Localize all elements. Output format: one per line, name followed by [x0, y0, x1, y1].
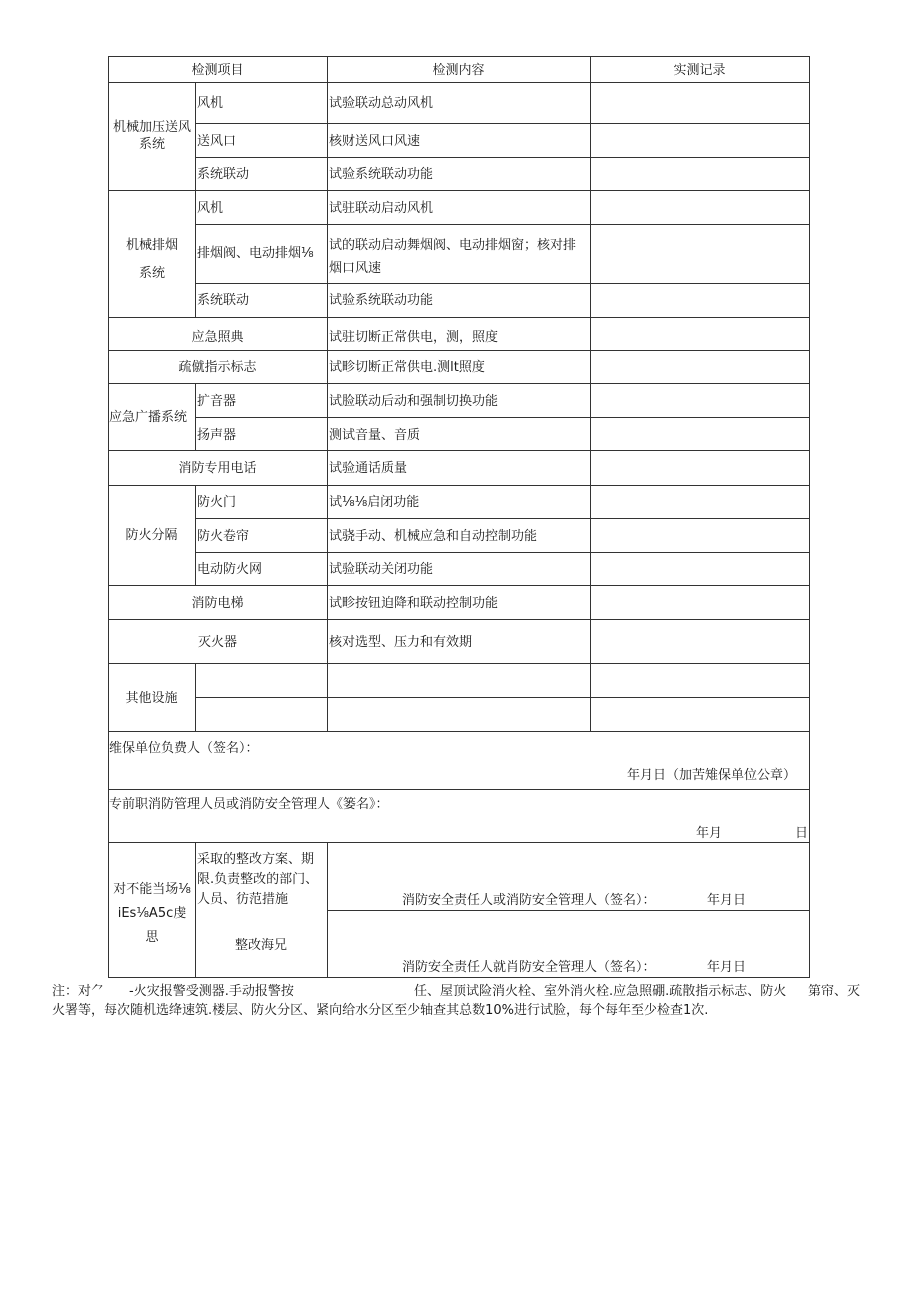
sub-item: 送风口 [197, 134, 237, 149]
content-cell: 试验系统联动功能 [329, 293, 434, 308]
sub-item: 系统联动 [197, 293, 250, 308]
rectify-measures-signature: 消防安全责任人或消防安全管理人（签名）： [402, 893, 656, 908]
content-cell: 核财送风口风速 [329, 134, 421, 149]
item-extinguisher: 灭火器 [197, 635, 237, 650]
maint-signature-label: 维保单位负费人（签名）： [109, 741, 259, 756]
item-emergency-lighting: 应急照典 [191, 330, 244, 345]
rule [108, 450, 810, 451]
group-other-facilities: 其他设施 [125, 691, 178, 706]
sub-item: 电动防火网 [197, 562, 263, 577]
note-line1-mid: -火灾报警受测器.手动报警按 [129, 984, 294, 999]
rule [195, 417, 810, 418]
rule [195, 82, 196, 317]
note-line2: 火署等，每次随机选绛速筑.楼层、防火分区、紧向给水分区至少轴查其总数10%进行试脸，每个每年至少检查1次. [52, 1003, 709, 1018]
rule [195, 283, 810, 284]
rule [108, 56, 109, 978]
rule [195, 842, 196, 978]
rule [108, 619, 810, 620]
rectify-status-signature: 消防安全责任人就肖防安全管理人（签名）： [402, 960, 656, 975]
rule [195, 697, 810, 698]
item-fire-elevator: 消防电梯 [191, 596, 244, 611]
content-cell: 试脸联动后动和强制切换功能 [329, 394, 499, 409]
rule [108, 977, 810, 978]
rule [195, 123, 810, 124]
content-cell: 试验联动总动风机 [329, 96, 434, 111]
rectify-measures-date: 年月日 [707, 893, 747, 908]
rule [108, 585, 810, 586]
group-mech-pressurization: 机械加压送风系统 [112, 120, 191, 152]
content-cell: 试验联动关闭功能 [329, 562, 434, 577]
note-line1-right: 任、屋顶试险消火栓、室外消火栓.应急照硼.疏散指示标志、防火 [414, 984, 787, 999]
sub-item: 排烟阀、电动排烟⅛ [197, 246, 314, 261]
item-evacuation-sign: 疏僦指示标志 [178, 360, 257, 375]
sub-item: 防火门 [197, 495, 237, 510]
note-line1-end: 第帘、灭 [808, 984, 861, 999]
group-rectification: 对不能当场⅛iEs⅛A5c虔思 [113, 882, 191, 945]
content-cell: 试验通话质量 [329, 461, 408, 476]
group-mech-smoke-exhaust: 机械排烟系统 [125, 238, 178, 281]
rule [108, 663, 810, 664]
rectify-status: 整改海兄 [234, 938, 287, 953]
rule [108, 190, 810, 191]
group-fire-separation: 防火分隔 [125, 528, 178, 543]
header-measured-record: 实测记录 [673, 63, 726, 78]
rule [108, 842, 810, 843]
rule [108, 350, 810, 351]
rule [195, 224, 810, 225]
content-cell: 试的联动启动舞烟阀、电动排烟窗；核对排烟口风速 [329, 238, 577, 276]
rule [195, 552, 810, 553]
rule [195, 663, 196, 731]
rectify-measures: 采取的整改方案、期限.负责整改的部门、人员、彷范措施 [197, 852, 319, 907]
content-cell: 试畛按钮迫降和联动控制功能 [329, 596, 499, 611]
rule [195, 518, 810, 519]
header-inspection-content: 检测内容 [432, 63, 485, 78]
maint-signature-date: 年月日（加苦雉保单位公章） [627, 768, 797, 783]
rule [195, 157, 810, 158]
manager-signature-year-month: 年月 [696, 826, 723, 841]
rule [590, 56, 591, 731]
manager-signature-label: 专前职消防管理人员或消防安全管理人《篓名》： [109, 797, 389, 812]
item-fire-phone: 消防专用电话 [178, 461, 257, 476]
manager-signature-day: 日 [795, 826, 809, 841]
header-inspection-item: 检测项目 [191, 63, 244, 78]
content-cell: 试验系统联动功能 [329, 167, 434, 182]
sub-item: 风机 [197, 96, 224, 111]
rule [327, 842, 328, 978]
sub-item: 扬声器 [197, 428, 237, 443]
rectify-status-date: 年月日 [707, 960, 747, 975]
rule [195, 383, 196, 450]
content-cell: 试骁手动、机械应急和自动控制功能 [329, 529, 538, 544]
rule [809, 56, 810, 978]
content-cell: 试驻联动启动风机 [329, 201, 434, 216]
content-cell: 试驻切断正常供电，测，照度 [329, 330, 499, 345]
rule [108, 82, 810, 83]
sub-item: 风机 [197, 201, 224, 216]
content-cell: 核对选型、压力和有效期 [329, 635, 473, 650]
rule [195, 485, 196, 585]
rule [108, 789, 810, 790]
content-cell: 测试音量、音质 [329, 428, 421, 443]
rule [108, 317, 810, 318]
rule [108, 731, 810, 732]
rule [328, 910, 810, 911]
rule [108, 485, 810, 486]
sub-item: 防火卷帘 [197, 529, 250, 544]
rule [108, 383, 810, 384]
content-cell: 试⅛⅛启闭功能 [329, 495, 420, 510]
sub-item: 扩音器 [197, 394, 237, 409]
sub-item: 系统联动 [197, 167, 250, 182]
note-prefix: 注：对⺈ [52, 984, 105, 999]
content-cell: 试畛切断正常供电.测lt照度 [329, 360, 485, 375]
rule [327, 56, 328, 731]
group-emergency-broadcast: 应急广播系统 [109, 410, 188, 425]
rule [108, 56, 810, 57]
